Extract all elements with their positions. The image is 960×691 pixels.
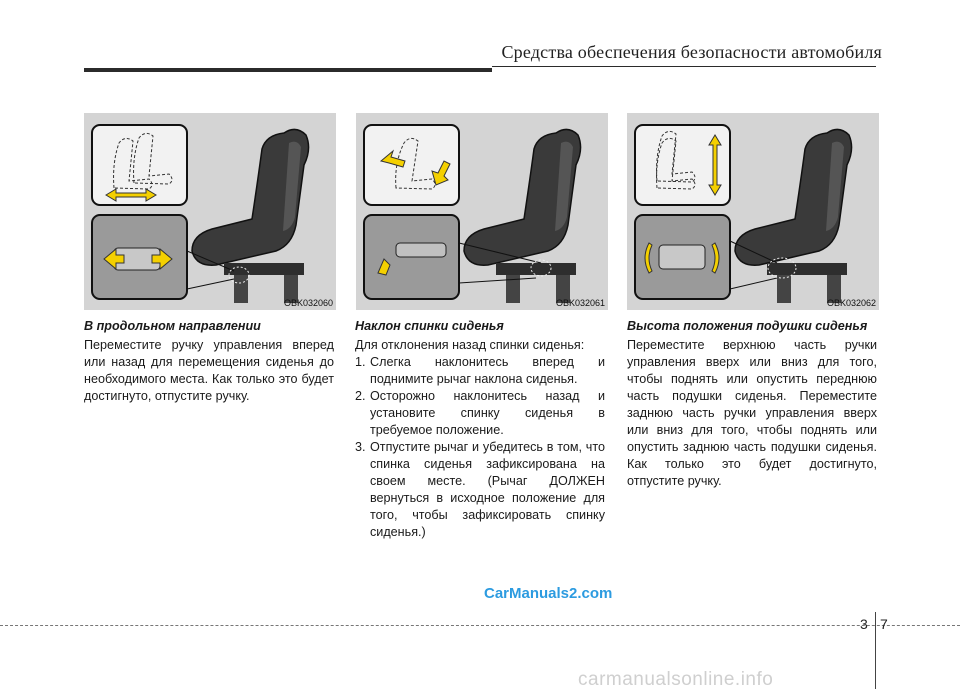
seat-illustration [627,113,879,310]
header-rule-thin [492,66,876,67]
figure-code: OBK032060 [283,298,333,308]
section-intro: Для отклонения назад спинки сиденья: [355,338,585,352]
section-title: В продольном направлении [84,319,261,333]
section-recline [355,318,605,541]
page-header-title: Средства обеспечения безопасности автомобиля [501,42,882,62]
step-text: Слегка наклонитесь вперед и поднимите рычаг наклона сиденья. [370,355,605,386]
chapter-number: 3 [860,616,868,632]
figure-seatback-recline [356,113,608,310]
step-number: 1. [355,355,366,369]
steps-list [355,354,605,541]
header-rule [84,68,492,72]
seat-illustration [84,113,336,310]
section-fore-aft [84,318,334,405]
figure-code: OBK032061 [555,298,605,308]
list-item [355,439,605,541]
section-body: Переместите ручку управления вперед или назад для перемещения сиденья до необходимого места. Как только это будет достигнуто, отпустите ручку. [84,338,334,403]
bottom-watermark: carmanualsonline.info [578,669,774,690]
page-number-separator [875,612,876,689]
list-item [355,354,605,388]
section-title: Высота положения подушки сиденья [627,319,868,333]
seat-illustration [356,113,608,310]
step-text: Осторожно наклонитесь назад и установите спинку сиденья в требуемое положение. [370,389,605,437]
figure-code: OBK032062 [826,298,876,308]
figure-cushion-height [627,113,879,310]
step-text: Отпустите рычаг и убедитесь в том, что спинка сиденья зафиксирована на своем месте. (Рычаг ДОЛЖЕН вернуться в исходное положение для того, чтобы зафиксировать спинку сиденья.) [370,440,605,539]
list-item [355,388,605,439]
section-body: Переместите верхнюю часть ручки управления вверх или вниз для того, чтобы поднять или опустить переднюю часть подушки сиденья. Переместите заднюю часть ручки управления вверх или вниз для того, чтобы поднять или опустить заднюю часть подушки сиденья. Как только это будет достигнуто, отпустите ручку. [627,338,877,488]
watermark-link[interactable]: CarManuals2.com [484,585,613,602]
page-number: 7 [880,616,888,632]
section-title: Наклон спинки сиденья [355,319,504,333]
section-cushion-height [627,318,877,490]
step-number: 2. [355,389,366,403]
step-number: 3. [355,440,366,454]
figure-seat-fore-aft [84,113,336,310]
footer-rule [0,625,960,626]
